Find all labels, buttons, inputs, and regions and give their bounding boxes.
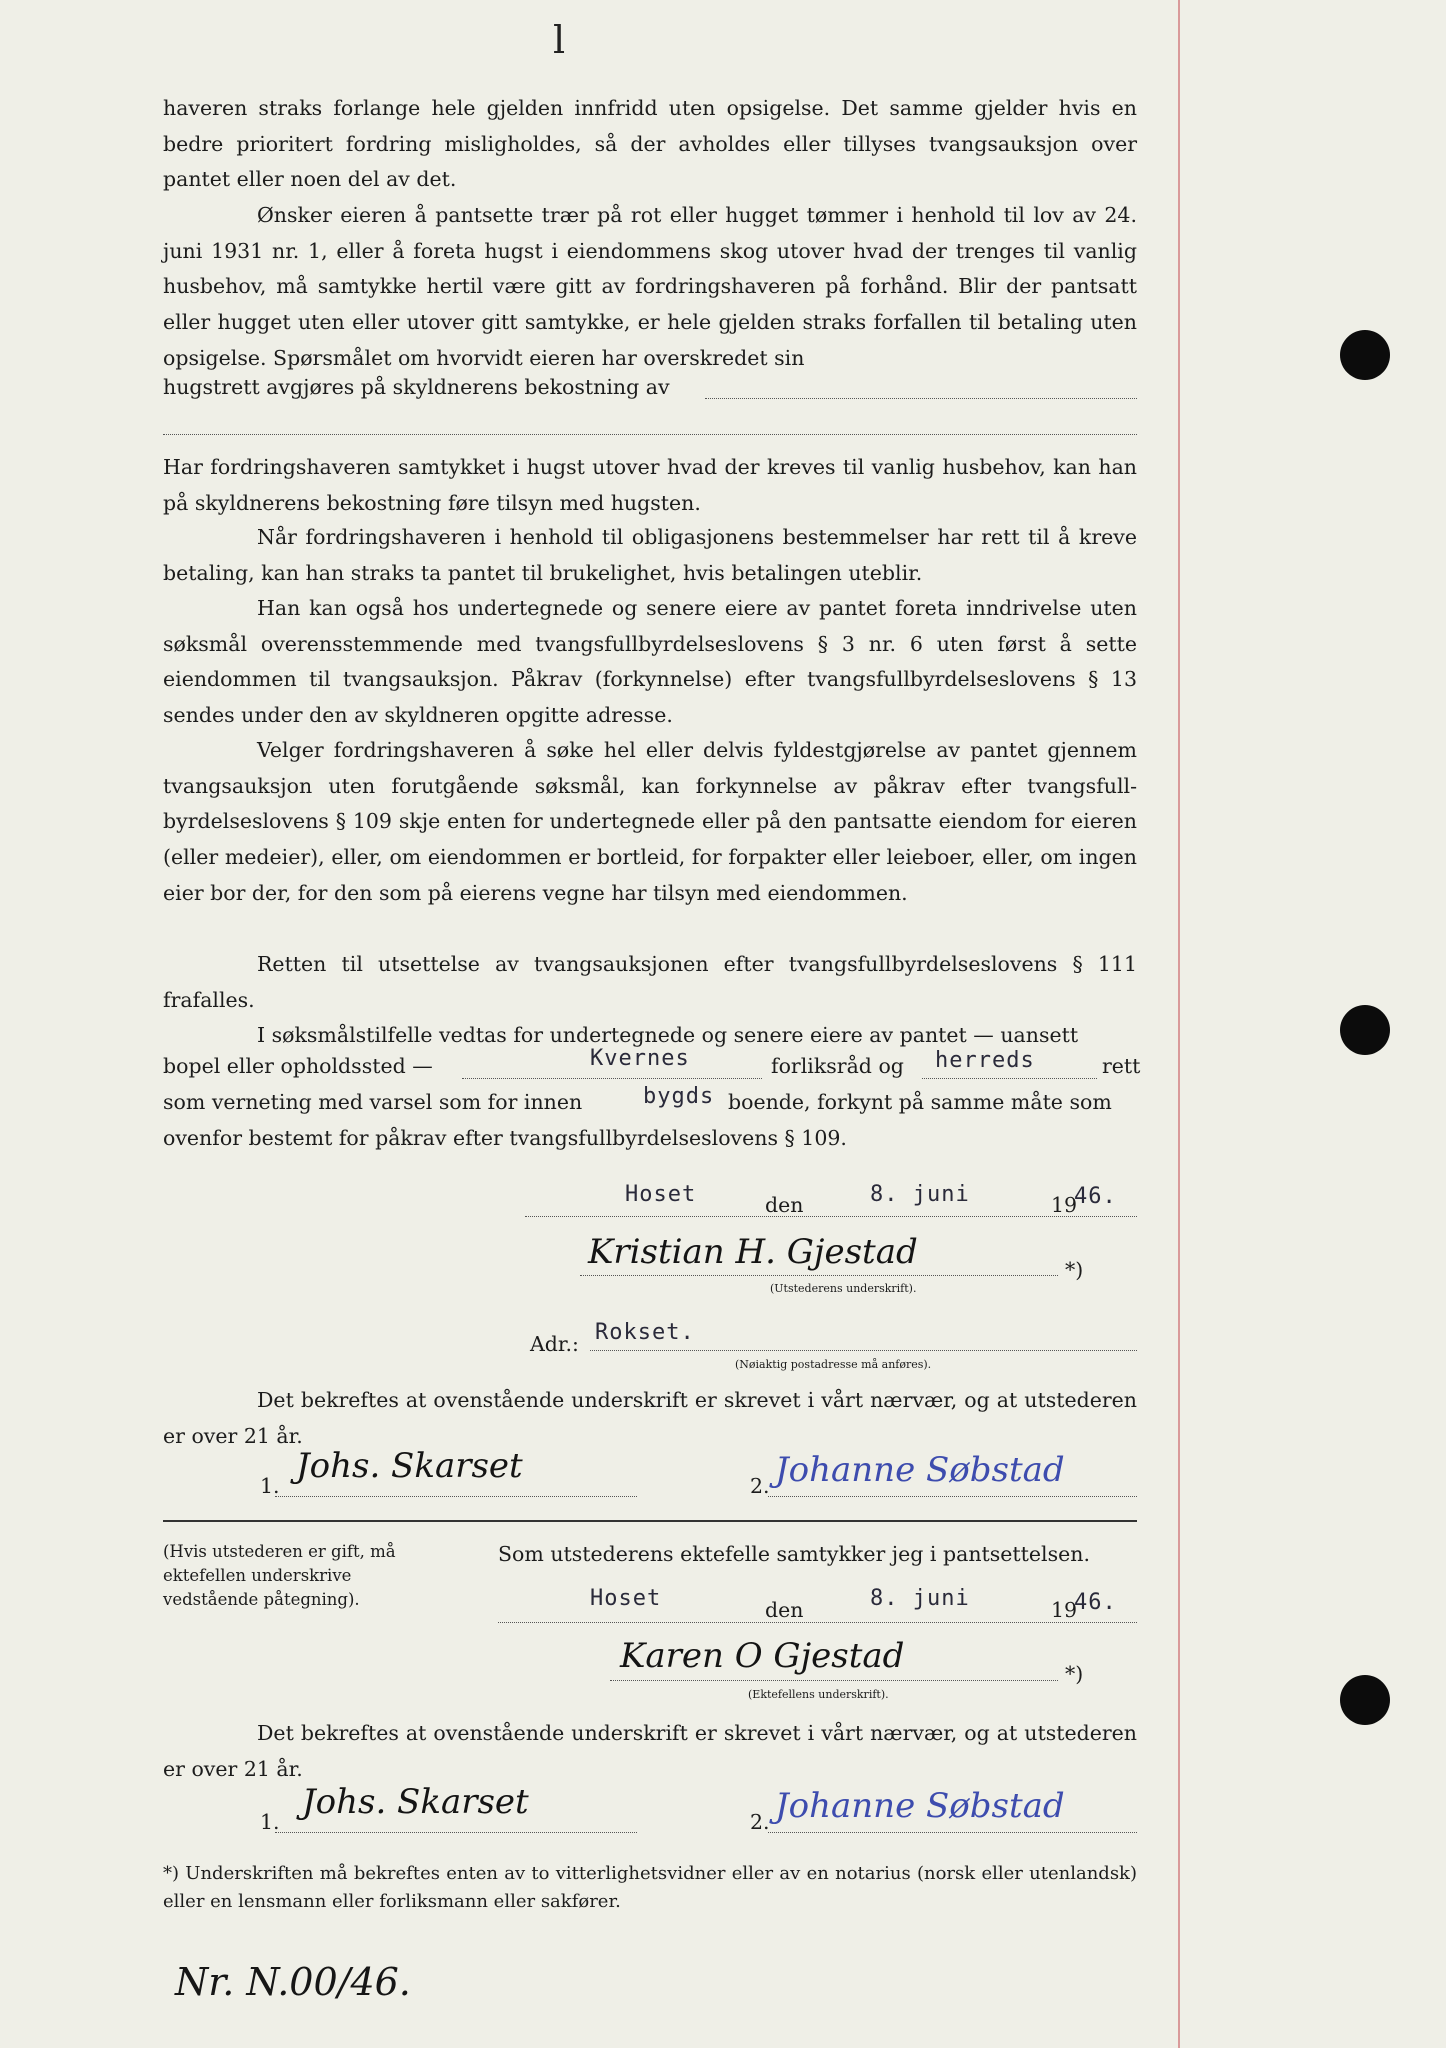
handwritten-page-mark: l [553,18,566,62]
verneting-text-a: som verneting med varsel som for innen [163,1090,583,1114]
witness-line-3 [275,1832,637,1833]
signature-line [580,1275,1058,1276]
witness-signature-4: Johanne Søbstad [775,1786,1065,1826]
rett-label: rett [1102,1054,1141,1078]
paragraph-2: Ønsker eieren å pantsette trær på rot eller hugget tømmer i henhold til lov av 24. juni 1931 nr. 1, eller å foreta hugst i eiendommens skog utover hvad der trenges til vanlig husbehov, må samtykke hertil være gitt av fordringshaveren på forhånd. Blir der pantsatt eller hugget uten eller utover gitt samtykke, er hele gjelden straks forfallen til betaling uten opsigelse. Spørsmålet om hvorvidt eieren har overskredet sin [163,203,1137,370]
verneting-text-b: boende, forkynt på samme måte som [728,1090,1112,1114]
asterisk-ref-2: *) [1065,1662,1084,1686]
witness-number-4: 2. [750,1810,770,1834]
fill-in-line [163,434,1137,435]
witness-text-1: Det bekreftes at ovenstående underskrift er skrevet i vårt nærvær, og at utstederen er over 21 år. [163,1388,1137,1448]
bygds-value: bygds [643,1084,715,1109]
witness-number-1: 1. [260,1474,280,1498]
paragraph-6: Velger fordringshaveren å søke hel eller delvis fyldestgjørelse av pantet gjennem tvangsauksjon uten forutgående søksmål, kan forkynnelse av påkrav efter tvangsfullbyrdelseslovens § 109 skje enten for undertegnede eller på den pantsatte eiendom for eieren (eller medeier), eller, om eiendommen er bortleid, for forpakter eller leieboer, eller, om ingen eier bor der, for den som på eierens vegne har tilsyn med eiendommen. [163,738,1137,905]
spouse-note: (Hvis utstederen er gift, må ektefellen underskrive vedstående påtegning). [163,1542,396,1609]
witness-signature-2: Johanne Søbstad [775,1450,1065,1490]
footnote: *) Underskriften må bekreftes enten av to vitterlighetsvidner eller av en notarius (norsk eller utenlandsk) eller en lensmann eller forliksmann eller sakfører. [163,1863,1137,1912]
forliksraad-value: Kvernes [590,1046,690,1071]
date-value: 8. juni [870,1182,970,1207]
fill-in-line [705,398,1137,399]
paragraph-3: Har fordringshaveren samtykket i hugst utover hvad der kreves til vanlig husbehov, kan han på skyldnerens bekostning føre tilsyn med hugsten. [163,455,1137,515]
punch-hole [1340,330,1390,380]
punch-hole [1340,1675,1390,1725]
issuer-signature: Kristian H. Gjestad [588,1232,918,1272]
spouse-signature-line [610,1680,1058,1681]
paragraph-1: haveren straks forlange hele gjelden innfridd uten opsigelse. Det samme gjelder hvis en bedre prioritert fordring misligholdes, så der avholdes eller tillyses tvangsauksjon over pantet eller noen del av det. [163,96,1137,192]
year-suffix-2: 46. [1074,1590,1117,1615]
asterisk-ref: *) [1065,1258,1084,1282]
verneting-text-c: ovenfor bestemt for påkrav efter tvangsfullbyrdelseslovens § 109. [163,1126,847,1150]
year-suffix: 46. [1074,1184,1117,1209]
handwritten-reference: Nr. N.00/46. [175,1960,411,2004]
witness-signature-1: Johs. Skarset [296,1446,523,1486]
year-prefix-2: 19 [1051,1598,1078,1622]
rett-line [922,1078,1097,1079]
date-value-2: 8. juni [870,1586,970,1611]
margin-rule [1178,0,1180,2048]
section-divider [163,1520,1137,1522]
place-value-2: Hoset [590,1586,662,1611]
den-label-2: den [765,1598,804,1622]
signing-line-2 [498,1622,1137,1623]
paragraph-4: Når fordringshaveren i henhold til obligasjonens bestemmelser har rett til å kreve betaling, kan han straks ta pantet til brukelighet, hvis betalingen uteblir. [163,525,1137,585]
hugst-line: hugstrett avgjøres på skyldnerens bekostning av [163,375,670,399]
witness-number-3: 1. [260,1810,280,1834]
signature-caption: (Utstederens underskrift). [770,1282,917,1295]
place-value: Hoset [625,1182,697,1207]
address-caption: (Nøiaktig postadresse må anføres). [735,1358,932,1371]
witness-signature-3: Johs. Skarset [302,1782,529,1822]
address-value: Rokset. [595,1320,695,1345]
signing-line [525,1216,1137,1217]
spouse-consent: Som utstederens ektefelle samtykker jeg i pantsettelsen. [498,1542,1090,1566]
address-label: Adr.: [530,1332,579,1356]
forliksraad-label: forliksråd og [771,1054,904,1078]
punch-hole [1340,1005,1390,1055]
paragraph-5: Han kan også hos undertegnede og senere eiere av pantet foreta inndrivelse uten søksmål overensstemmende med tvangsfullbyrdelseslovens § 3 nr. 6 uten først å sette eiendommen til tvangsauksjon. Påkrav (forkynnelse) efter tvangsfullbyrdelseslovens § 13 sendes under den av skyldneren opgitte adresse. [163,596,1137,728]
paragraph-7: Retten til utsettelse av tvangsauksjonen efter tvangsfullbyrdelseslovens § 111 frafalles. [163,952,1137,1012]
bopel-label: bopel eller opholdssted — [163,1054,433,1078]
witness-text-2: Det bekreftes at ovenstående underskrift er skrevet i vårt nærvær, og at utstederen er over 21 år. [163,1721,1137,1781]
spouse-signature: Karen O Gjestad [620,1636,905,1676]
paragraph-8: I søksmålstilfelle vedtas for undertegnede og senere eiere av pantet — uansett [257,1023,1079,1047]
witness-number-2: 2. [750,1474,770,1498]
year-prefix: 19 [1051,1193,1078,1217]
witness-line-4 [768,1832,1137,1833]
witness-line-2 [768,1496,1137,1497]
address-line [590,1350,1137,1351]
rett-value: herreds [935,1048,1035,1073]
witness-line-1 [275,1496,637,1497]
forliksraad-line [462,1078,762,1079]
den-label: den [765,1193,804,1217]
spouse-signature-caption: (Ektefellens underskrift). [748,1688,889,1701]
